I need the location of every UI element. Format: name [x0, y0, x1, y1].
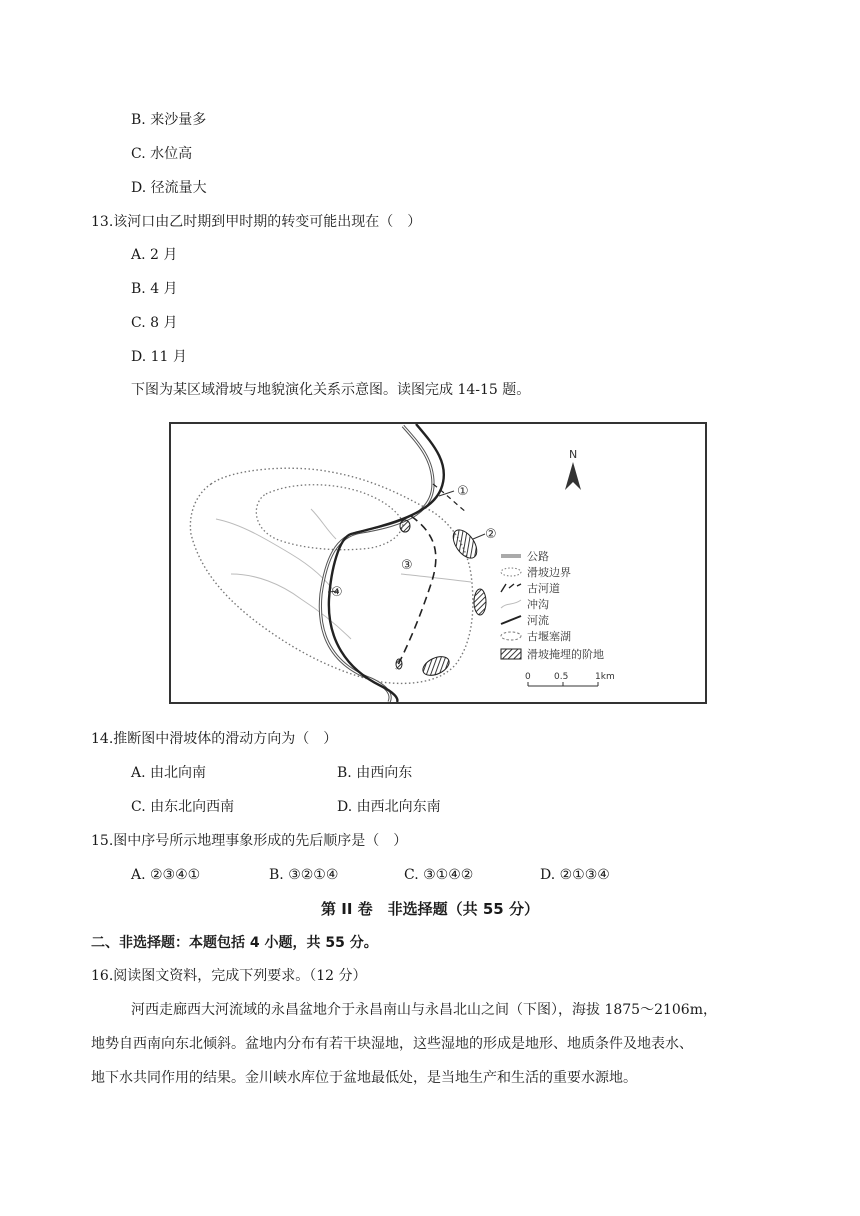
q12-option-d: D. 径流量大 [131, 180, 207, 196]
gully-1 [216, 519, 336, 594]
q16-paragraph-line-1: 河西走廊西大河流域的永昌盆地介于永昌南山与永昌北山之间（下图），海拔 1875～2106m， [131, 1002, 717, 1018]
legend-dammed-lake: 古堰塞湖 [527, 630, 571, 643]
marker-2: ② [485, 527, 497, 542]
legend-old-channel: 古河道 [527, 582, 560, 595]
buried-terrace-4 [400, 520, 410, 532]
gully-4 [311, 509, 336, 539]
q13-option-a: A. 2 月 [131, 247, 178, 263]
q15-stem: 15.图中序号所示地理事象形成的先后顺序是（ ） [91, 833, 408, 849]
north-arrow-icon [565, 462, 581, 490]
q14-option-c: C. 由东北向西南 [131, 799, 235, 815]
scale-0-5: 0.5 [554, 672, 569, 682]
marker-3: ③ [401, 558, 413, 573]
q14-stem: 14.推断图中滑坡体的滑动方向为（ ） [91, 731, 338, 747]
section-2-title: 第 II 卷 非选择题（共 55 分） [321, 900, 539, 918]
buried-terrace-5 [396, 659, 402, 669]
q13-stem: 13.该河口由乙时期到甲时期的转变可能出现在（ ） [91, 214, 422, 230]
old-river-channel [396, 516, 436, 669]
intro-14-15: 下图为某区域滑坡与地貌演化关系示意图。读图完成 14-15 题。 [131, 382, 531, 398]
q14-option-b: B. 由西向东 [337, 765, 413, 781]
q12-option-b: B. 来沙量多 [131, 112, 207, 128]
gully-3 [401, 574, 471, 582]
q13-option-d: D. 11 月 [131, 349, 187, 365]
q16-stem: 16.阅读图文资料，完成下列要求。（12 分） [91, 968, 367, 984]
q14-option-d: D. 由西北向东南 [337, 799, 441, 815]
q15-option-d: D. ②①③④ [540, 867, 610, 883]
legend-road: 公路 [527, 550, 549, 563]
q15-option-a: A. ②③④① [131, 867, 201, 883]
legend-buried-terrace: 滑坡掩埋的阶地 [527, 648, 604, 661]
landslide-landform-figure [169, 422, 707, 704]
q14-option-a: A. 由北向南 [131, 765, 207, 781]
q12-option-c: C. 水位高 [131, 146, 193, 162]
legend-river: 河流 [527, 614, 549, 627]
landslide-map [171, 424, 705, 702]
buried-terrace-3 [420, 653, 452, 679]
north-label: N [569, 448, 578, 461]
q16-paragraph-line-2: 地势自西南向东北倾斜。盆地内分布有若干块湿地，这些湿地的形成是地形、地质条件及地表水、 [91, 1036, 693, 1052]
dammed-lake-boundary [256, 485, 403, 550]
scale-bar [525, 672, 615, 686]
marker-4: ④ [331, 585, 343, 600]
river [329, 424, 444, 702]
buried-terrace-2 [474, 589, 486, 615]
road [320, 426, 433, 702]
q15-option-b: B. ③②①④ [269, 867, 339, 883]
marker-1: ① [457, 484, 469, 499]
q13-option-c: C. 8 月 [131, 315, 178, 331]
q15-option-c: C. ③①④② [404, 867, 474, 883]
legend [501, 550, 604, 661]
scale-0: 0 [525, 672, 531, 682]
section-2-heading: 二、非选择题：本题包括 4 小题，共 55 分。 [91, 935, 378, 951]
scale-1km: 1km [595, 672, 615, 682]
legend-landslide-boundary: 滑坡边界 [527, 566, 571, 579]
q16-paragraph-line-3: 地下水共同作用的结果。金川峡水库位于盆地最低处，是当地生产和生活的重要水源地。 [91, 1070, 637, 1086]
q13-option-b: B. 4 月 [131, 281, 178, 297]
legend-gully: 冲沟 [527, 598, 549, 611]
